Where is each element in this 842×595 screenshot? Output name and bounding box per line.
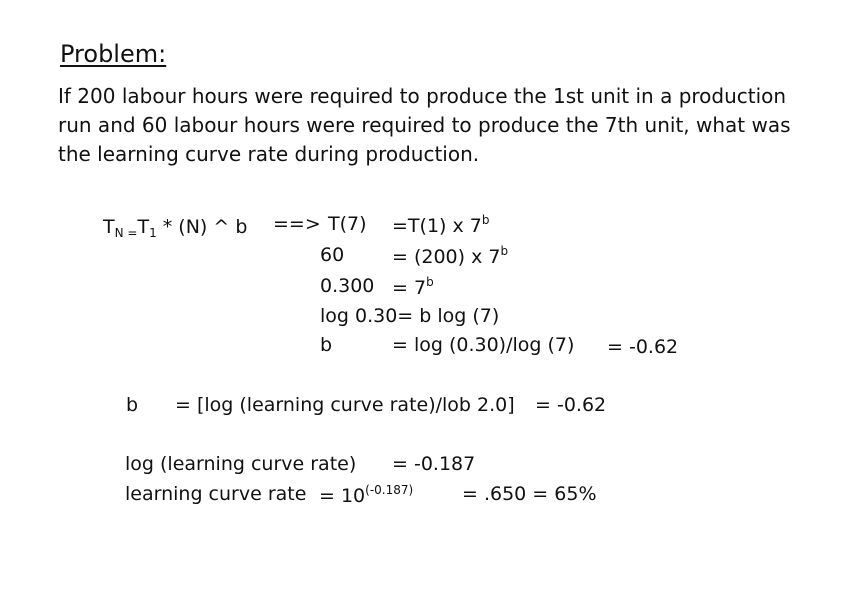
problem-title: Problem: xyxy=(60,40,167,68)
b-result: = -0.62 xyxy=(535,394,607,416)
step3-sup: b xyxy=(426,275,434,289)
problem-statement: If 200 labour hours were required to produce the 1st unit in a production run and 60 labour hours were required to produce the 7th unit, what was the learning curve rate during production. xyxy=(58,84,791,166)
step2-right xyxy=(392,244,508,268)
step2-sup: b xyxy=(500,244,509,258)
formula-t: T xyxy=(103,216,115,238)
rate-exponent: (-0.187) xyxy=(365,483,414,497)
step2-left: 60 xyxy=(320,244,345,266)
b-label: b xyxy=(126,394,139,416)
step1-right xyxy=(392,213,489,237)
step5-left: b xyxy=(320,334,333,356)
formula-t1: T xyxy=(137,216,150,238)
rate-label: learning curve rate xyxy=(125,483,307,505)
arrow: ==> xyxy=(273,213,321,235)
formula-sub-1: 1 xyxy=(149,226,157,240)
step1-left: T(7) xyxy=(328,213,367,235)
step5-result: = -0.62 xyxy=(607,336,679,358)
formula-sub-n: N = xyxy=(114,226,138,240)
step3-left: 0.300 xyxy=(320,275,375,297)
rate-eq: = 10 xyxy=(319,485,366,507)
log-rate-value: = -0.187 xyxy=(392,453,476,475)
step4: log 0.30= b log (7) xyxy=(320,305,500,327)
step3-right xyxy=(392,275,434,299)
step1-eq: =T(1) x 7 xyxy=(392,215,482,237)
formula-rest: * (N) ^ b xyxy=(156,216,248,238)
step1-sup: b xyxy=(481,213,490,227)
rate-power xyxy=(319,483,413,507)
formula-tn xyxy=(103,216,247,240)
step2-eq: = (200) x 7 xyxy=(392,246,501,268)
b-expression: = [log (learning curve rate)/lob 2.0] xyxy=(175,394,515,416)
step5-eq: = log (0.30)/log (7) xyxy=(392,334,575,356)
step3-eq: = 7 xyxy=(392,277,427,299)
rate-result: = .650 = 65% xyxy=(462,483,597,505)
log-rate-label: log (learning curve rate) xyxy=(125,453,357,475)
